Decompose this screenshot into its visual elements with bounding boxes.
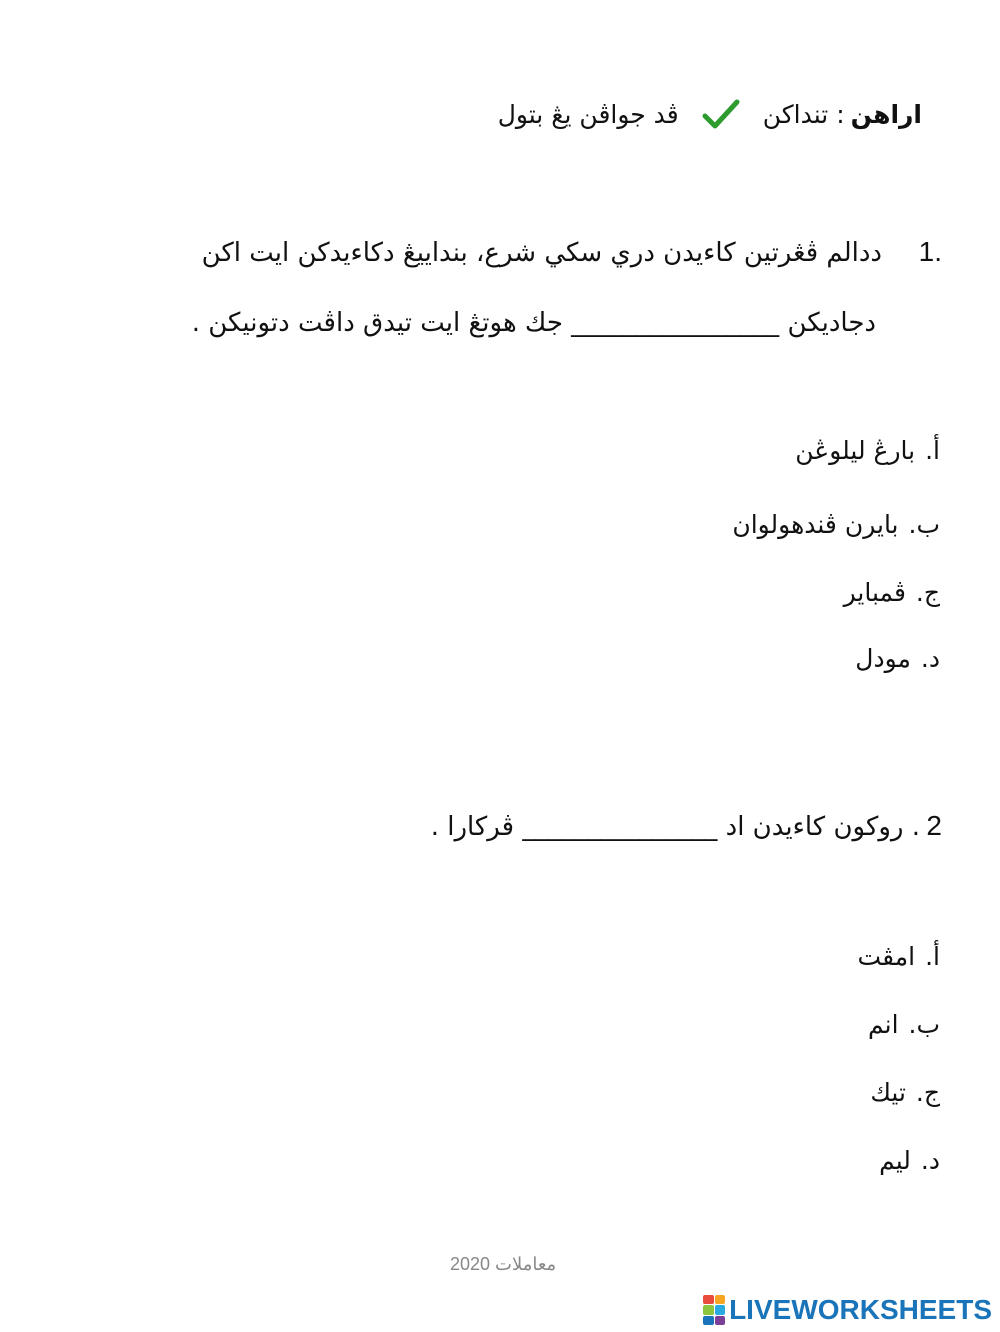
option-letter: ج. [915, 1078, 940, 1107]
instruction-text-before: : تنداكن [762, 99, 845, 129]
option-text: امڤت [857, 942, 916, 971]
question-2-option-c[interactable] [870, 1078, 940, 1107]
footer-label: معاملات 2020 [450, 1254, 557, 1274]
option-text: انم [867, 1010, 899, 1039]
question-1-option-a[interactable] [795, 436, 940, 465]
question-2-number: 2 [926, 810, 942, 841]
option-letter: ب. [908, 1010, 940, 1039]
instruction-line [498, 94, 922, 134]
option-text: ليم [879, 1146, 911, 1175]
option-text: تيك [870, 1078, 906, 1107]
question-1-option-c[interactable] [844, 578, 940, 607]
question-2-option-b[interactable] [868, 1010, 940, 1039]
option-letter: د. [920, 1146, 940, 1175]
option-text: بارڠ ليلوڠن [795, 436, 916, 465]
instruction-text-after: ڤد جواڤن يڠ بتول [497, 99, 679, 129]
option-letter: ب. [908, 510, 940, 539]
option-text: مودل [855, 644, 911, 673]
option-letter: د. [920, 644, 940, 673]
option-letter: ج. [915, 578, 940, 607]
option-text: بايرن ڤندهولوان [732, 510, 899, 539]
question-2-option-a[interactable] [858, 942, 940, 971]
question-2-line-1: . روكون كاءيدن اد _______________ ڤركارا . [430, 812, 920, 842]
option-text: ڤمباير [843, 578, 906, 607]
option-letter: أ. [925, 942, 940, 971]
question-1-line-2: دجاديكن ________________ جك هوتڠ ايت تيدق داڤت دتونيكن . [191, 308, 876, 338]
question-1-line-1: ددالم ڤڠرتين كاءيدن دري سكي شرع، بنداييڠ دكاءيدكن ايت اكن [201, 238, 882, 268]
brand-name: LIVEWORKSHEETS [729, 1294, 992, 1325]
liveworksheets-logo-icon [703, 1295, 725, 1325]
option-letter: أ. [925, 436, 940, 465]
checkmark-icon [701, 94, 741, 134]
instruction-label: اراهن [850, 99, 922, 129]
question-1-option-d[interactable] [855, 644, 940, 673]
question-1-number: 1. [918, 236, 942, 267]
question-1-option-b[interactable] [732, 510, 940, 539]
question-2-option-d[interactable] [879, 1146, 940, 1175]
brand-logo[interactable] [703, 1292, 992, 1328]
